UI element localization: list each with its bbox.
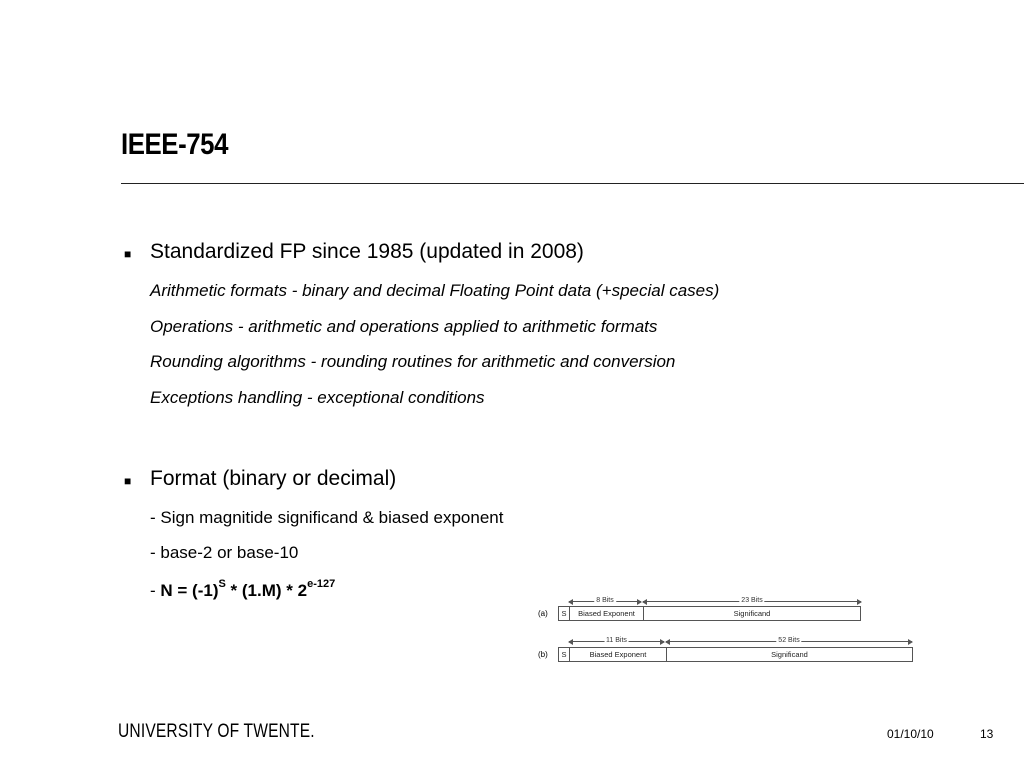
formula: [150, 578, 335, 601]
formula-sup-sign: S: [218, 578, 226, 590]
subitem-arithmetic-formats: Arithmetic formats - binary and decimal Floating Point data (+special cases): [150, 281, 720, 300]
arrow-sig-bits-a: 23 Bits: [643, 601, 861, 602]
bullet-standardized: Standardized FP since 1985 (updated in 2008): [150, 240, 584, 263]
row-label-a: (a): [538, 609, 548, 618]
format-box-a: [558, 606, 861, 621]
subitem-rounding: Rounding algorithms - rounding routines for arithmetic and conversion: [150, 352, 676, 371]
exponent-cell-a: Biased Exponent: [570, 607, 644, 620]
subitem-base: - base-2 or base-10: [150, 543, 299, 562]
arrow-exp-bits-b: 11 Bits: [569, 641, 664, 642]
bullet-marker: ■: [124, 474, 132, 488]
formula-middle: * (1.M) * 2: [225, 581, 308, 600]
formula-sup-exponent: e-127: [307, 578, 336, 590]
bullet-format: Format (binary or decimal): [150, 467, 397, 490]
formula-base: N = (-1): [160, 581, 219, 600]
subitem-exceptions: Exceptions handling - exceptional conditions: [150, 388, 485, 407]
sign-cell-b: S: [559, 648, 570, 661]
footer-date: 01/10/10: [887, 727, 934, 741]
arrow-sig-bits-b: 52 Bits: [666, 641, 912, 642]
exponent-cell-b: Biased Exponent: [570, 648, 667, 661]
title-divider: [121, 183, 1024, 184]
subitem-sign-magnitude: - Sign magnitide significand & biased exponent: [150, 508, 504, 527]
slide-title: IEEE-754: [121, 128, 229, 161]
bullet-marker: ■: [124, 247, 132, 261]
significand-cell-a: Significand: [733, 609, 771, 618]
significand-cell-b: Significand: [771, 650, 808, 659]
subitem-operations: Operations - arithmetic and operations applied to arithmetic formats: [150, 317, 658, 336]
format-box-b: [558, 647, 913, 662]
page-number: 13: [980, 727, 994, 741]
arrow-exp-bits-a: 8 Bits: [569, 601, 641, 602]
formula-prefix: -: [150, 581, 161, 600]
row-label-b: (b): [538, 650, 548, 659]
university-logo: UNIVERSITY OF TWENTE.: [118, 721, 315, 742]
sign-cell-a: S: [559, 607, 570, 620]
